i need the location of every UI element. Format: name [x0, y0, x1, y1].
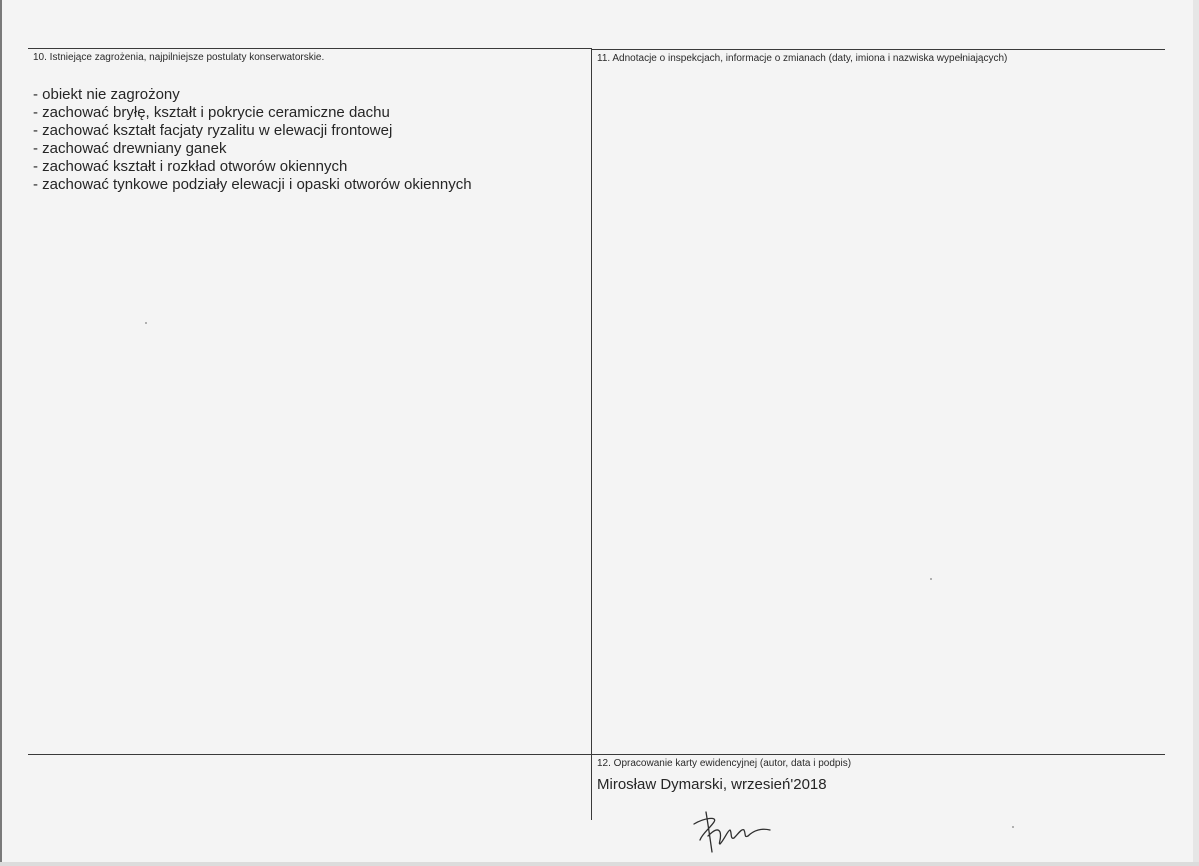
scan-speck [145, 322, 147, 324]
list-item: - zachować kształt facjaty ryzalitu w elewacji frontowej [33, 122, 393, 139]
top-rule-right [591, 49, 1165, 50]
threats-list [33, 86, 472, 194]
list-item: - zachować kształt i rozkład otworów okiennych [33, 158, 348, 175]
list-item: - zachować drewniany ganek [33, 140, 227, 157]
list-item: - zachować tynkowe podziały elewacji i opaski otworów okiennych [33, 176, 472, 193]
scan-edge-bottom [0, 862, 1199, 866]
section-11-header: 11. Adnotacje o inspekcjach, informacje o zmianach (daty, imiona i nazwiska wypełniających) [597, 53, 1008, 64]
section-12-header: 12. Opracowanie karty ewidencyjnej (autor, data i podpis) [597, 758, 852, 769]
scan-speck [930, 578, 932, 580]
signature-icon [684, 808, 784, 854]
section-10-header: 10. Istniejące zagrożenia, najpilniejsze postulaty konserwatorskie. [33, 52, 325, 63]
list-item: - zachować bryłę, kształt i pokrycie ceramiczne dachu [33, 104, 390, 121]
scan-speck [1012, 826, 1014, 828]
bottom-rule-right [591, 754, 1165, 755]
top-rule-left [28, 48, 591, 49]
column-divider [591, 48, 592, 820]
list-item: - obiekt nie zagrożony [33, 86, 180, 103]
scan-edge-right [1193, 0, 1199, 866]
bottom-rule-left [28, 754, 591, 755]
author-and-date: Mirosław Dymarski, wrzesień'2018 [597, 776, 827, 793]
scan-edge-left [0, 0, 2, 866]
